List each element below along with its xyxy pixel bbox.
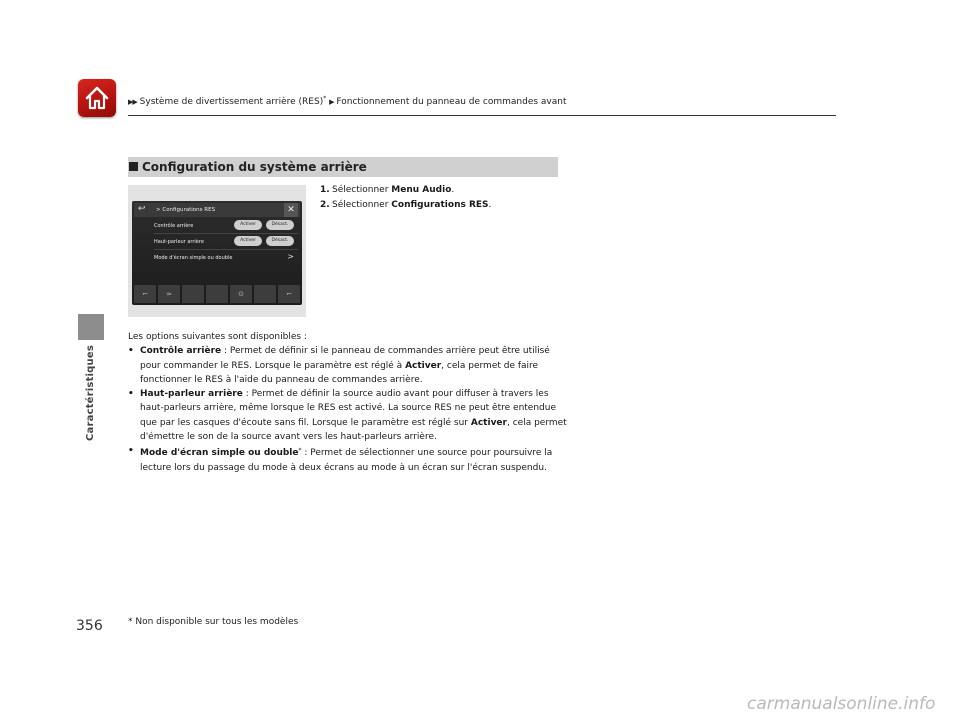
screen-off-pill: Désact.: [266, 220, 294, 230]
footnote: * Non disponible sur tous les modèles: [128, 617, 299, 627]
section-title: Configuration du système arrière: [142, 160, 367, 174]
screen-title: > Configurations RES: [156, 207, 216, 213]
home-icon: [82, 83, 112, 113]
chapter-label: Caractéristiques: [85, 345, 96, 441]
section-heading: [128, 157, 558, 177]
header-divider: [128, 115, 836, 116]
breadcrumb-link-front-panel[interactable]: Fonctionnement du panneau de commandes avant: [336, 97, 567, 107]
footnote-mark: *: [323, 95, 327, 102]
page-number: 356: [76, 618, 103, 634]
seat-icon: ⌐: [278, 285, 300, 303]
bullet-screen-mode: • Mode d'écran simple ou double* : Permet de sélectionner une source pour poursuivre la lecture lors du passage du mode à deux écrans au mode à un écran sur l'écran suspendu.: [128, 444, 568, 475]
screen-row-rear-control: Contrôle arrière Activer Désact.: [154, 219, 298, 233]
intro-text: Les options suivantes sont disponibles :: [128, 332, 307, 342]
res-settings-screen: [132, 201, 302, 305]
screen-illustration: [128, 185, 306, 317]
home-button[interactable]: [78, 79, 116, 117]
screen-row-screen-mode: Mode d'écran simple ou double >: [154, 252, 294, 261]
blank-tile: [206, 285, 228, 303]
breadcrumb-arrow-icon: ▶: [329, 98, 334, 106]
bullet-rear-control: • Contrôle arrière : Permet de définir si le panneau de commandes arrière peut être utilisé pour commander le RES. Lorsque le paramètre est réglé à Activer, cela permet de faire fonctionner le RES à l'aide du panneau de commandes arrière.: [128, 344, 568, 387]
close-icon: ✕: [284, 203, 298, 217]
step-item: 1. Sélectionner Menu Audio.: [320, 185, 455, 195]
screen-title-bar: [134, 203, 300, 217]
chevron-right-icon: >: [287, 252, 294, 261]
screen-bottom-bar: [134, 285, 300, 303]
blank-tile: [254, 285, 276, 303]
fan-icon: ≈: [158, 285, 180, 303]
screen-row-rear-speaker: Haut-parleur arrière Activer Désact.: [154, 235, 298, 249]
car-icon: ⊙: [230, 285, 252, 303]
seat-icon: ⌐: [134, 285, 156, 303]
chapter-tab-marker[interactable]: [78, 314, 104, 340]
breadcrumb-arrow-icon: ▶▶: [128, 98, 137, 106]
breadcrumb-link-res[interactable]: Système de divertissement arrière (RES): [139, 97, 324, 107]
square-bullet-icon: [129, 162, 138, 171]
watermark: carmanualsonline.info: [747, 694, 936, 714]
step-item: 2. Sélectionner Configurations RES.: [320, 200, 492, 210]
blank-tile: [182, 285, 204, 303]
body-text: [128, 330, 568, 475]
steps-list: [320, 183, 491, 213]
back-arrow-icon: ↩: [138, 204, 146, 214]
bullet-rear-speaker: • Haut-parleur arrière : Permet de définir la source audio avant pour diffuser à travers les haut-parleurs arrière, même lorsque le RES est activé. La source RES ne peut être entendue que par les casques d'écoute sans fil. Lorsque le paramètre est réglé sur Activer, cela permet d'émettre le son de la source avant vers les haut-parleurs arrière.: [128, 387, 568, 444]
screen-on-pill: Activer: [234, 220, 262, 230]
screen-off-pill: Désact.: [266, 236, 294, 246]
screen-on-pill: Activer: [234, 236, 262, 246]
breadcrumb: [128, 95, 567, 107]
